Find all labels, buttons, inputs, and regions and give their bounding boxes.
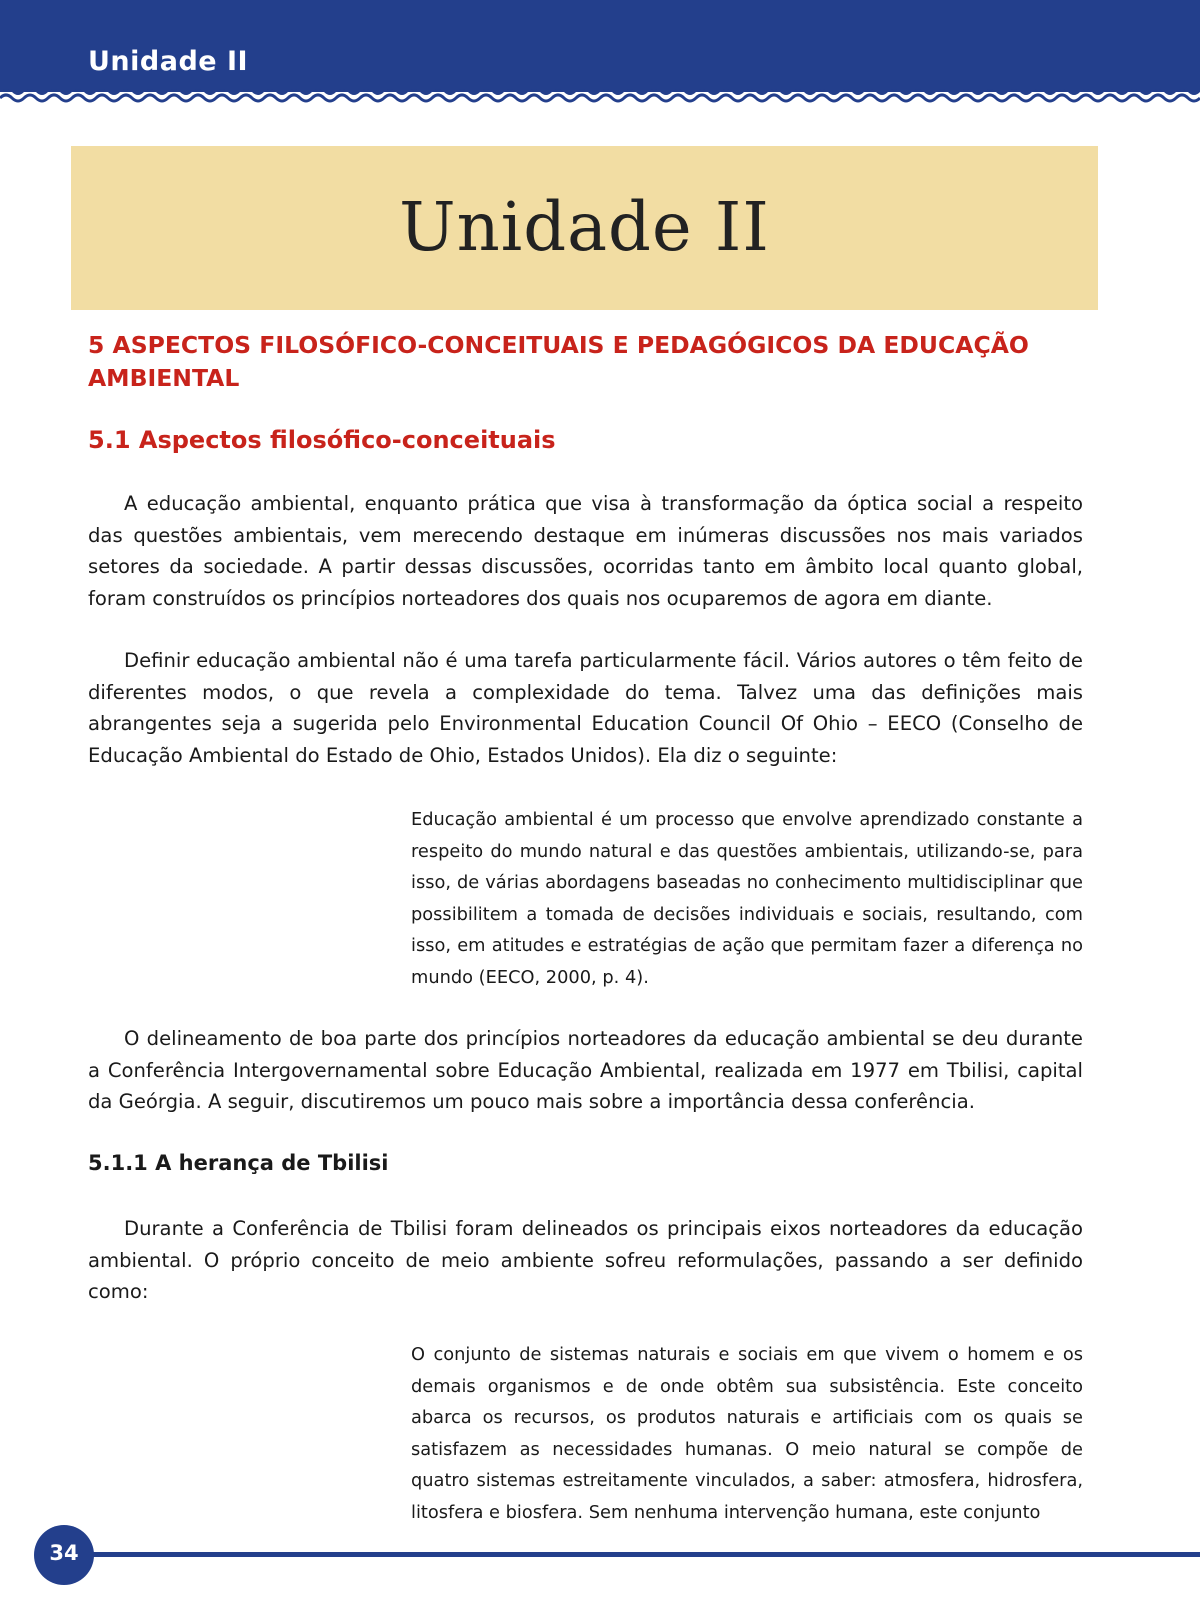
block-quote-2: O conjunto de sistemas naturais e sociais em que vivem o homem e os demais organismos e de onde obtêm sua subsistência. Este conceito abarca os recursos, os produtos naturais e artificiais com os quais se satisfazem as necessidades humanas. O meio natural se compõe de quatro sistemas estreitamente vinculados, a saber: atmosfera, hidrosfera, litosfera e biosfera. Sem nenhuma intervenção humana, este conjunto — [411, 1344, 1083, 1523]
subsection-heading: 5.1 Aspectos filosófico-conceituais — [88, 426, 556, 454]
body-paragraph-2: Definir educação ambiental não é uma tarefa particularmente fácil. Vários autores o têm feito de diferentes modos, o que revela a complexidade do tema. Talvez uma das definições mais abrangentes seja a sugerida pelo Environmental Education Council Of Ohio – EECO (Conselho de Educação Ambiental do Estado de Ohio, Estados Unidos). Ela diz o seguinte: — [88, 649, 1083, 767]
body-paragraph-4: Durante a Conferência de Tbilisi foram delineados os principais eixos norteadores da educação ambiental. O próprio conceito de meio ambiente sofreu reformulações, passando a ser definido como: — [88, 1217, 1083, 1303]
body-paragraph-1: A educação ambiental, enquanto prática que visa à transformação da óptica social a respeito das questões ambientais, vem merecendo destaque em inúmeras discussões nos mais variados setores da sociedade. A partir dessas discussões, ocorridas tanto em âmbito local quanto global, foram construídos os princípios norteadores dos quais nos ocuparemos de agora em diante. — [88, 492, 1083, 610]
header-wave-decoration — [0, 84, 1200, 106]
section-heading: 5 ASPECTOS FILOSÓFICO-CONCEITUAIS E PEDAGÓGICOS DA EDUCAÇÃO AMBIENTAL — [88, 331, 1029, 392]
unit-title-banner — [71, 146, 1098, 310]
page-number: 34 — [49, 1541, 79, 1565]
body-paragraph-3: O delineamento de boa parte dos princípios norteadores da educação ambiental se deu durante a Conferência Intergovernamental sobre Educação Ambiental, realizada em 1977 em Tbilisi, capital da Geórgia. A seguir, discutiremos um pouco mais sobre a importância dessa conferência. — [88, 1027, 1083, 1113]
unit-title: Unidade II — [399, 188, 770, 266]
header-unit-label: Unidade II — [88, 46, 249, 77]
footer-rule — [62, 1552, 1200, 1557]
block-quote-1: Educação ambiental é um processo que envolve aprendizado constante a respeito do mundo natural e das questões ambientais, utilizando-se, para isso, de várias abordagens baseadas no conhecimento multidisciplinar que possibilitem a tomada de decisões individuais e sociais, resultando, com isso, em atitudes e estratégias de ação que permitam fazer a diferença no mundo (EECO, 2000, p. 4). — [411, 809, 1083, 988]
subsubsection-heading: 5.1.1 A herança de Tbilisi — [88, 1151, 389, 1175]
page-number-badge — [34, 1525, 94, 1585]
